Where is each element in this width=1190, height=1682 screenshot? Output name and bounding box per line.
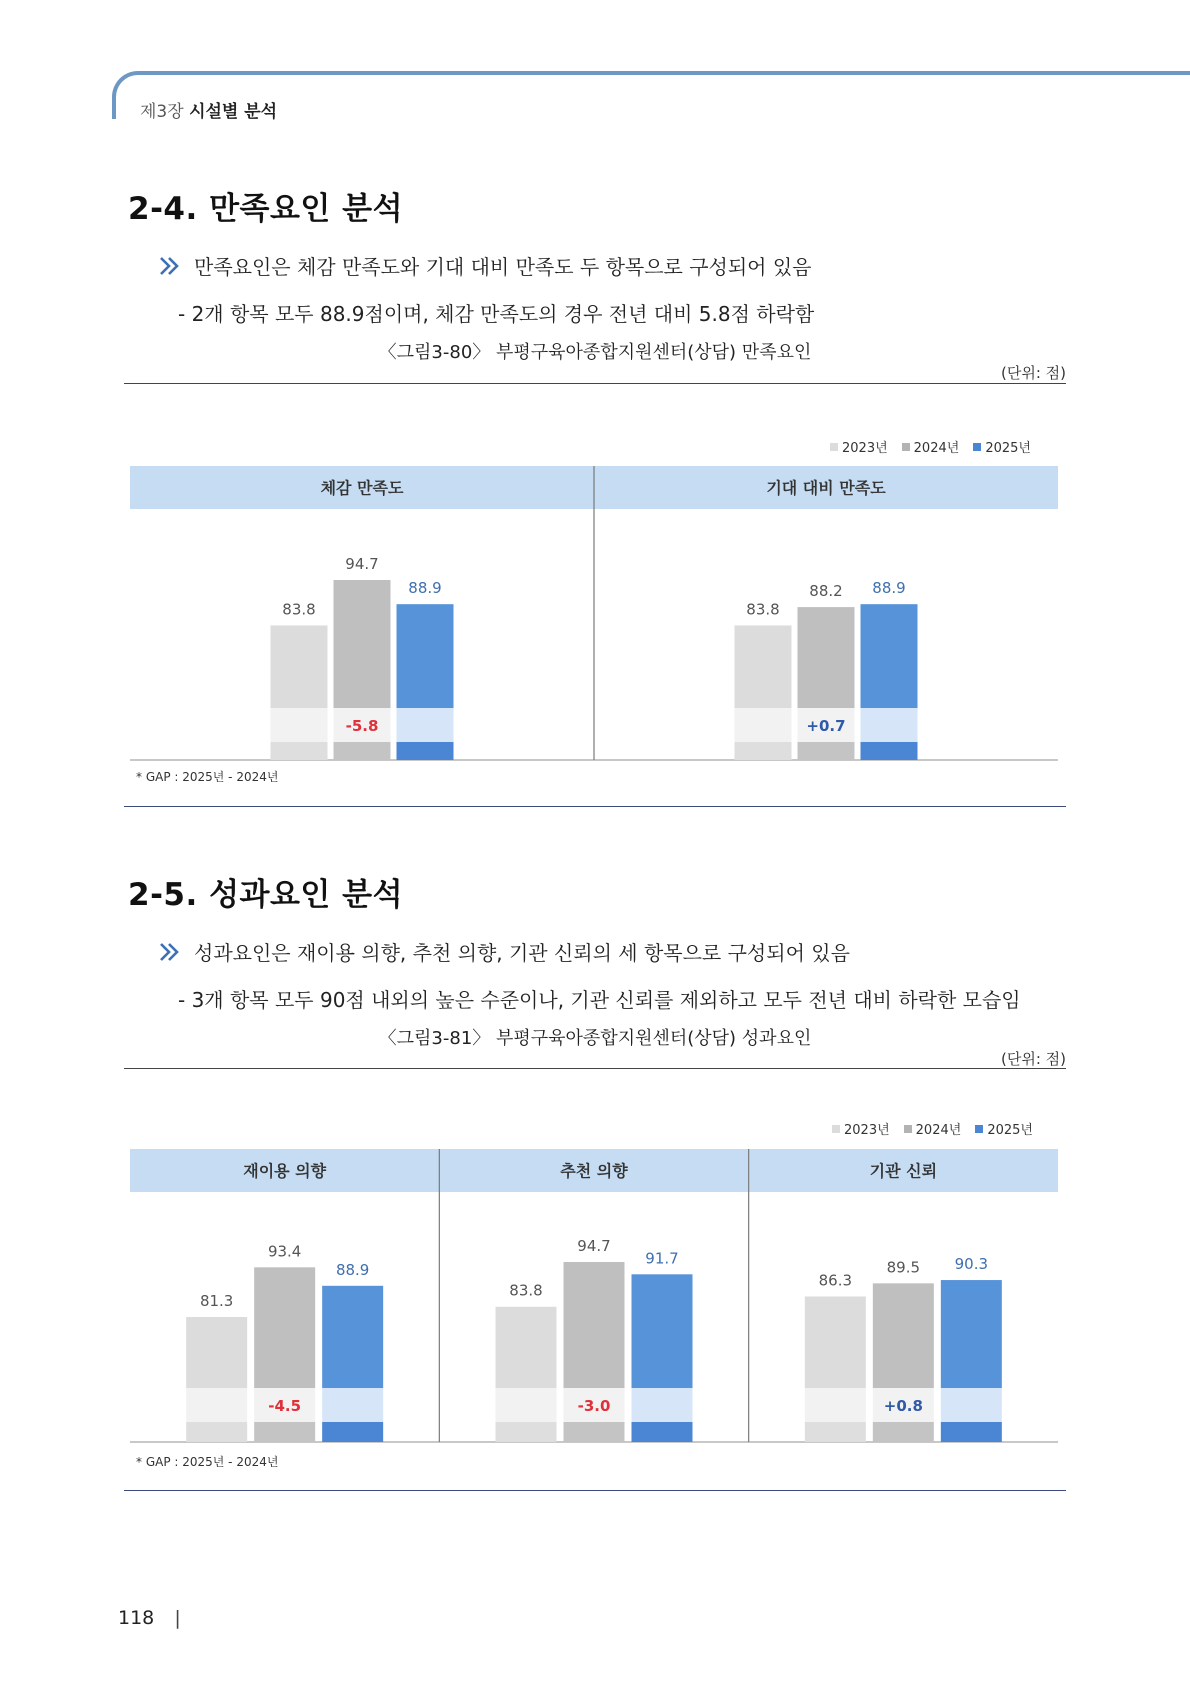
section1-title: 2-4. 만족요인 분석 xyxy=(128,191,404,227)
bar-stub xyxy=(873,1422,934,1442)
data-label: 86.3 xyxy=(818,1271,853,1290)
bar-2025년 xyxy=(322,1286,383,1388)
gap-strip xyxy=(322,1388,383,1422)
bar-stub xyxy=(564,1422,625,1442)
gap-strip xyxy=(496,1388,557,1422)
figure-caption-1: 〈그림3-80〉 부평구육아종합지원센터(상담) 만족요인 xyxy=(378,342,812,363)
bar-2025년 xyxy=(941,1280,1002,1388)
bar-2024년 xyxy=(254,1267,315,1388)
bar-2024년 xyxy=(873,1283,934,1388)
gap-label: +0.8 xyxy=(883,1397,923,1415)
gap-note-2: * GAP : 2025년 - 2024년 xyxy=(136,1455,279,1469)
gap-label: -4.5 xyxy=(268,1397,302,1415)
data-label: 94.7 xyxy=(577,1237,611,1255)
gap-note-1: * GAP : 2025년 - 2024년 xyxy=(136,770,279,784)
bar-2024년 xyxy=(564,1262,625,1388)
data-label: 88.9 xyxy=(335,1260,370,1279)
panel-title: 추천 의향 xyxy=(560,1161,628,1181)
legend-item-2025: 2025년 xyxy=(975,1119,1033,1138)
section1-subtext: - 2개 항목 모두 88.9점이며, 체감 만족도의 경우 전년 대비 5.8점 하락함 xyxy=(178,302,815,326)
bar-2025년 xyxy=(632,1274,693,1388)
bar-2023년 xyxy=(186,1317,247,1388)
gap-strip xyxy=(632,1388,693,1422)
gap-strip xyxy=(941,1388,1002,1422)
section2-title: 2-5. 성과요인 분석 xyxy=(128,877,404,913)
divider-bottom-2 xyxy=(124,1490,1066,1491)
bar-stub xyxy=(941,1422,1002,1442)
figure-caption-2: 〈그림3-81〉 부평구육아종합지원센터(상담) 성과요인 xyxy=(378,1028,812,1049)
bar-stub xyxy=(496,1422,557,1442)
bar-stub xyxy=(254,1422,315,1442)
data-label: 88.2 xyxy=(809,582,843,601)
bar-stub xyxy=(322,1422,383,1442)
section2-subtext: - 3개 항목 모두 90점 내외의 높은 수준이나, 기관 신뢰를 제외하고 모두 전년 대비 하락한 모습임 xyxy=(178,988,1021,1012)
unit-label-1: (단위: 점) xyxy=(1001,364,1066,382)
section2-bullet-text: 성과요인은 재이용 의향, 추천 의향, 기관 신뢰의 세 항목으로 구성되어 있음 xyxy=(194,941,850,965)
legend-item-2024: 2024년 xyxy=(904,1119,962,1138)
page-number: 118 | xyxy=(118,1607,181,1629)
data-label: 88.9 xyxy=(408,579,442,598)
data-label: 83.8 xyxy=(282,600,316,619)
bar-stub xyxy=(186,1422,247,1442)
legend-item-2023: 2023년 xyxy=(832,1119,890,1138)
data-label: 91.7 xyxy=(645,1249,679,1268)
bar-stub xyxy=(805,1422,866,1442)
data-label: 83.8 xyxy=(746,600,780,619)
data-label: 90.3 xyxy=(954,1255,989,1274)
panel-title: 체감 만족도 xyxy=(320,478,404,498)
data-label: 81.3 xyxy=(199,1291,234,1310)
legend-item-2024: 2024년 xyxy=(902,437,960,456)
gap-label: -5.8 xyxy=(345,717,379,735)
legend-item-2025: 2025년 xyxy=(973,437,1031,456)
gap-label: -3.0 xyxy=(577,1397,611,1415)
bar-2023년 xyxy=(496,1307,557,1388)
panel-title: 기관 신뢰 xyxy=(869,1161,938,1181)
data-label: 88.9 xyxy=(872,579,906,598)
unit-label-2: (단위: 점) xyxy=(1001,1050,1066,1068)
data-label: 94.7 xyxy=(345,555,379,573)
gap-strip xyxy=(805,1388,866,1422)
gap-strip xyxy=(186,1388,247,1422)
data-label: 93.4 xyxy=(267,1242,302,1261)
data-label: 89.5 xyxy=(886,1258,921,1277)
panel-title: 기대 대비 만족도 xyxy=(766,478,886,498)
bar-2023년 xyxy=(805,1296,866,1388)
gap-label: +0.7 xyxy=(806,717,846,735)
section1-bullet-text: 만족요인은 체감 만족도와 기대 대비 만족도 두 항목으로 구성되어 있음 xyxy=(194,255,812,279)
data-label: 83.8 xyxy=(509,1281,543,1300)
chapter-label: 제3장 xyxy=(140,102,184,122)
legend-item-2023: 2023년 xyxy=(830,437,888,456)
panel-title: 재이용 의향 xyxy=(243,1161,327,1181)
bar-stub xyxy=(632,1422,693,1442)
section-label: 시설별 분석 xyxy=(189,102,278,122)
